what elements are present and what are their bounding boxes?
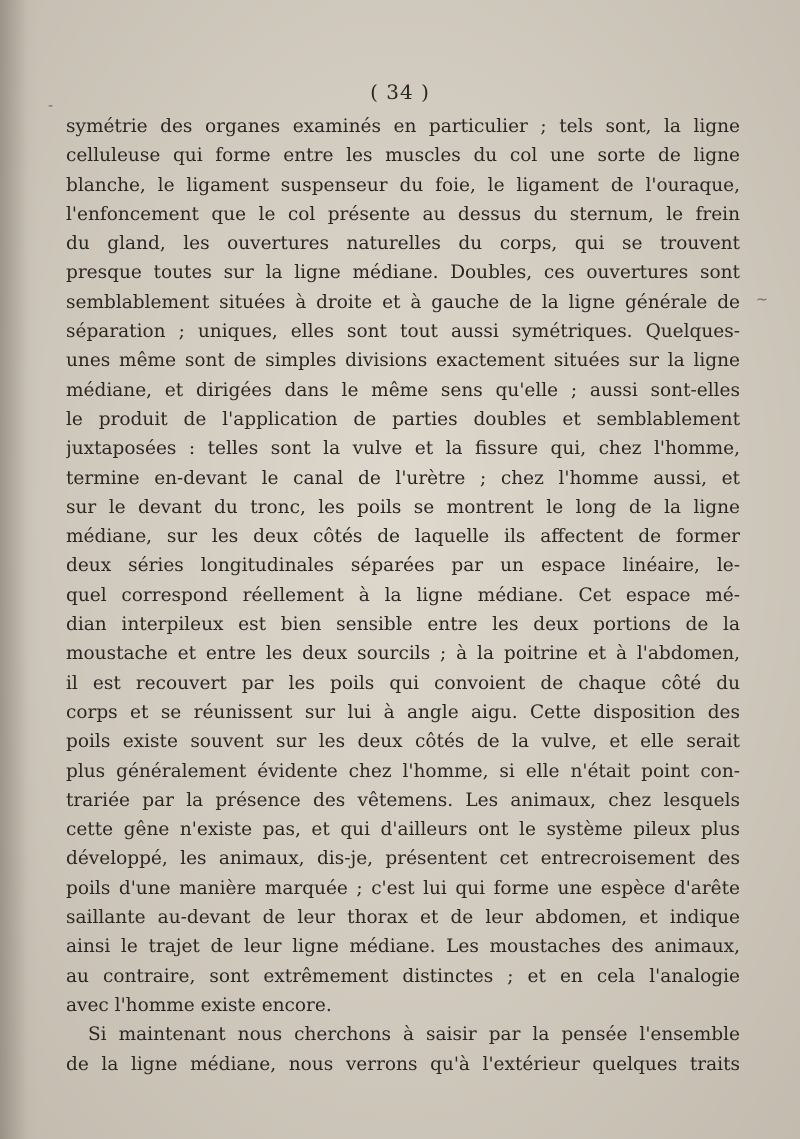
text-line: unes même sont de simples divisions exactement situées sur la ligne	[66, 350, 740, 372]
text-line: deux séries longitudinales séparées par un espace linéaire, le-	[66, 555, 740, 577]
text-line: ainsi le trajet de leur ligne médiane. Les moustaches des animaux,	[66, 936, 740, 958]
text-line: médiane, et dirigées dans le même sens qu'elle ; aussi sont-elles	[66, 379, 740, 401]
text-line: celluleuse qui forme entre les muscles du col une sorte de ligne	[66, 145, 740, 167]
page-edge-shadow	[0, 0, 40, 1139]
text-line: de la ligne médiane, nous verrons qu'à l'extérieur quelques traits	[66, 1053, 740, 1075]
text-line: cette gêne n'existe pas, et qui d'ailleurs ont le système pileux plus	[66, 819, 740, 841]
text-line: le produit de l'application de parties doubles et semblablement	[66, 408, 740, 430]
page-number: ( 34 )	[370, 80, 430, 104]
text-line: au contraire, sont extrêmement distinctes ; et en cela l'analogie	[66, 965, 740, 987]
text-line: l'enfoncement que le col présente au dessus du sternum, le frein	[66, 203, 740, 225]
text-line: séparation ; uniques, elles sont tout aussi symétriques. Quelques-	[66, 321, 740, 343]
text-line: blanche, le ligament suspenseur du foie, le ligament de l'ouraque,	[66, 174, 740, 196]
text-line: avec l'homme existe encore.	[66, 994, 332, 1016]
text-line: sur le devant du tronc, les poils se montrent le long de la ligne	[66, 496, 740, 518]
document-page	[60, 80, 740, 1120]
text-line: saillante au-devant de leur thorax et de leur abdomen, et indique	[66, 907, 740, 929]
text-line: quel correspond réellement à la ligne médiane. Cet espace mé-	[66, 584, 740, 606]
body-text	[66, 112, 740, 1079]
text-line: semblablement situées à droite et à gauche de la ligne générale de	[66, 291, 740, 313]
text-line: poils existe souvent sur les deux côtés de la vulve, et elle serait	[66, 731, 740, 753]
text-line: trariée par la présence des vêtemens. Les animaux, chez lesquels	[66, 789, 740, 811]
text-line: symétrie des organes examinés en particulier ; tels sont, la ligne	[66, 116, 740, 137]
text-line: il est recouvert par les poils qui convoient de chaque côté du	[66, 672, 740, 694]
text-line: termine en-devant le canal de l'urètre ; chez l'homme aussi, et	[66, 467, 740, 489]
text-line: Si maintenant nous cherchons à saisir par la pensée l'ensemble	[88, 1024, 740, 1046]
margin-mark: -	[48, 98, 54, 114]
text-line: moustache et entre les deux sourcils ; à la poitrine et à l'abdomen,	[66, 643, 740, 665]
text-line: corps et se réunissent sur lui à angle aigu. Cette disposition des	[66, 701, 740, 723]
text-line: du gland, les ouvertures naturelles du corps, qui se trouvent	[66, 233, 740, 255]
margin-mark: ~	[756, 292, 768, 308]
text-line: presque toutes sur la ligne médiane. Doubles, ces ouvertures sont	[66, 262, 740, 284]
text-line: poils d'une manière marquée ; c'est lui qui forme une espèce d'arête	[66, 877, 740, 899]
text-line: juxtaposées : telles sont la vulve et la fissure qui, chez l'homme,	[66, 438, 740, 460]
text-line: médiane, sur les deux côtés de laquelle ils affectent de former	[66, 526, 740, 548]
text-line: développé, les animaux, dis-je, présentent cet entrecroisement des	[66, 848, 740, 870]
text-line: plus généralement évidente chez l'homme, si elle n'était point con-	[66, 760, 740, 782]
text-line: dian interpileux est bien sensible entre les deux portions de la	[66, 614, 740, 636]
